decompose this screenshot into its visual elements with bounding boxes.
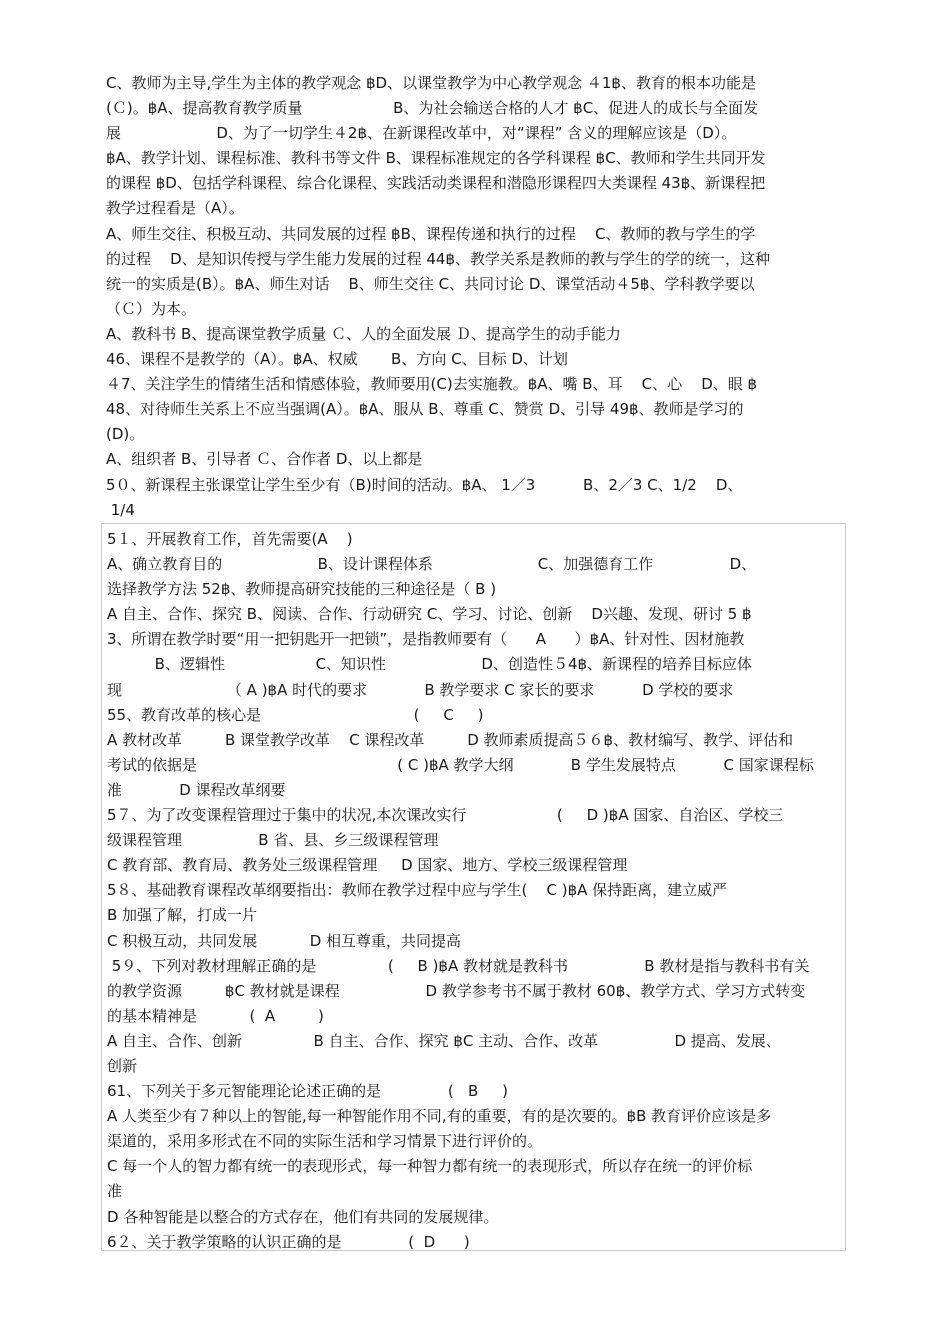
text-line: A 教材改革 B 课堂教学改革 C 课程改革 D 教师素质提高５６฿、教材编写、教学、评估和 bbox=[107, 730, 794, 749]
text-line: 5１、开展教育工作，首先需要(A ) bbox=[107, 530, 353, 548]
text-line: 创新 bbox=[107, 1056, 138, 1075]
text-line: 5９、下列对教材理解正确的是 ( B )฿A 教材就是教科书 B 教材是指与教科书有关 bbox=[107, 956, 810, 975]
text-line: 5７、为了改变课程管理过于集中的状况,本次课改实行 ( D )฿A 国家、自治区、学校三 bbox=[107, 806, 784, 825]
text-line: 6２、关于教学策略的认识正确的是 ( D ) bbox=[107, 1232, 470, 1251]
text-line: 48、对待师生关系上不应当强调(A）。฿A、服从 B、尊重 C、赞赏 D、引导 49฿、教师是学习的 bbox=[106, 400, 744, 419]
bordered-text-box-questions-51-62 bbox=[101, 523, 846, 1251]
text-line: A 人类至少有７种以上的智能,每一种智能作用不同,有的重要，有的是次要的。฿B 教育评价应该是多 bbox=[107, 1107, 772, 1126]
text-line: (Ｃ)。฿A、提高教育教学质量 B、为社会输送合格的人才 ฿C、促进人的成长与全面发 bbox=[106, 99, 759, 118]
text-line: 5０、新课程主张课堂让学生至少有（B)时间的活动。฿A、 1／3 B、2／3 C、1/2 D、 bbox=[106, 475, 743, 494]
text-line: C 每一个人的智力都有统一的表现形式，每一种智力都有统一的表现形式，所以存在统一的评价标 bbox=[107, 1157, 753, 1176]
text-line: A、组织者 B、引导者 Ｃ、合作者 D、以上都是 bbox=[106, 450, 423, 469]
text-line: 教学过程看是（A）。 bbox=[106, 199, 244, 218]
text-block-questions-40-50 bbox=[106, 71, 846, 523]
text-line: 准 bbox=[107, 1182, 123, 1201]
text-line: B、逻辑性 C、知识性 D、创造性５4฿、新课程的培养目标应体 bbox=[107, 655, 753, 674]
text-line: 统一的实质是(B）。฿A、师生对话 B、师生交往 C、共同讨论 D、课堂活动４5฿、学科教学要以 bbox=[106, 274, 755, 293]
text-line: 的教学资源 ฿C 教材就是课程 D 教学参考书不属于教材 60฿、教学方式、学习方式转变 bbox=[107, 981, 806, 1000]
text-line: 级课程管理 B 省、县、乡三级课程管理 bbox=[107, 831, 439, 850]
text-line: 55、教育改革的核心是 ( C ) bbox=[107, 705, 484, 724]
text-line: 的基本精神是 ( A ) bbox=[107, 1006, 324, 1025]
text-line: 准 D 课程改革纲要 bbox=[107, 780, 286, 799]
text-line: 现 （ A )฿A 时代的要求 B 教学要求 C 家长的要求 D 学校的要求 bbox=[107, 680, 734, 699]
text-line: （Ｃ）为本。 bbox=[106, 299, 197, 318]
text-line: A、师生交往、积极互动、共同发展的过程 ฿B、课程传递和执行的过程 C、教师的教与学生的学 bbox=[106, 224, 756, 243]
text-line: 的过程 D、是知识传授与学生能力发展的过程 44฿、教学关系是教师的教与学生的学的统一，这种 bbox=[106, 249, 771, 268]
text-line: 61、下列关于多元智能理论论述正确的是 ( B ) bbox=[107, 1082, 508, 1101]
text-line: 3、所谓在教学时要“用一把钥匙开一把锁”，是指教师要有（ A ）฿A、针对性、因材施教 bbox=[107, 630, 745, 649]
text-line: ฿A、教学计划、课程标准、教科书等文件 B、课程标准规定的各学科课程 ฿C、教师和学生共同开发 bbox=[106, 149, 766, 168]
text-line: ４7、关注学生的情绪生活和情感体验，教师要用(C)去实施教。฿A、嘴 B、耳 C、心 D、眼 ฿ bbox=[106, 375, 758, 394]
text-line: A 自主、合作、创新 B 自主、合作、探究 ฿C 主动、合作、改革 D 提高、发展、 bbox=[107, 1031, 781, 1050]
text-line: B 加强了解，打成一片 bbox=[107, 906, 258, 925]
text-line: D 各种智能是以整合的方式存在，他们有共同的发展规律。 bbox=[107, 1207, 499, 1226]
text-line: A 自主、合作、探究 B、阅读、合作、行动研究 C、学习、讨论、创新 D兴趣、发现、研讨 5 ฿ bbox=[107, 605, 752, 624]
text-line: A、教科书 B、提高课堂教学质量 Ｃ、人的全面发展 Ｄ、提高学生的动手能力 bbox=[106, 324, 621, 343]
text-line: 的课程 ฿D、包括学科课程、综合化课程、实践活动类课程和潜隐形课程四大类课程 43฿、新课程把 bbox=[106, 174, 766, 193]
text-line: 5８、基础教育课程改革纲要指出：教师在教学过程中应与学生( C )฿A 保持距离，建立威严 bbox=[107, 881, 728, 900]
text-line: 选择教学方法 52฿、教师提高研究技能的三种途径是（ B ) bbox=[107, 580, 497, 599]
text-line: C 积极互动，共同发展 D 相互尊重，共同提高 bbox=[107, 931, 462, 950]
text-line: C 教育部、教育局、教务处三级课程管理 D 国家、地方、学校三级课程管理 bbox=[107, 856, 628, 875]
text-line: 1/4 bbox=[106, 500, 135, 519]
text-line: A、确立教育目的 B、设计课程体系 C、加强德育工作 D、 bbox=[107, 555, 757, 574]
text-line: C、教师为主导,学生为主体的教学观念 ฿D、以课堂教学为中心教学观念 ４1฿、教育的根本功能是 bbox=[106, 74, 756, 92]
text-line: 46、课程不是教学的（A）。฿A、权威 B、方向 C、目标 D、计划 bbox=[106, 350, 568, 369]
text-line: 考试的依据是 ( C )฿A 教学大纲 B 学生发展特点 C 国家课程标 bbox=[107, 755, 814, 774]
text-line: 展 D、为了一切学生４2฿、在新课程改革中，对“课程” 含义的理解应该是（D）。 bbox=[106, 124, 737, 143]
text-line: 渠道的，采用多形式在不同的实际生活和学习情景下进行评价的。 bbox=[107, 1132, 543, 1151]
text-line: (D)。 bbox=[106, 425, 145, 444]
